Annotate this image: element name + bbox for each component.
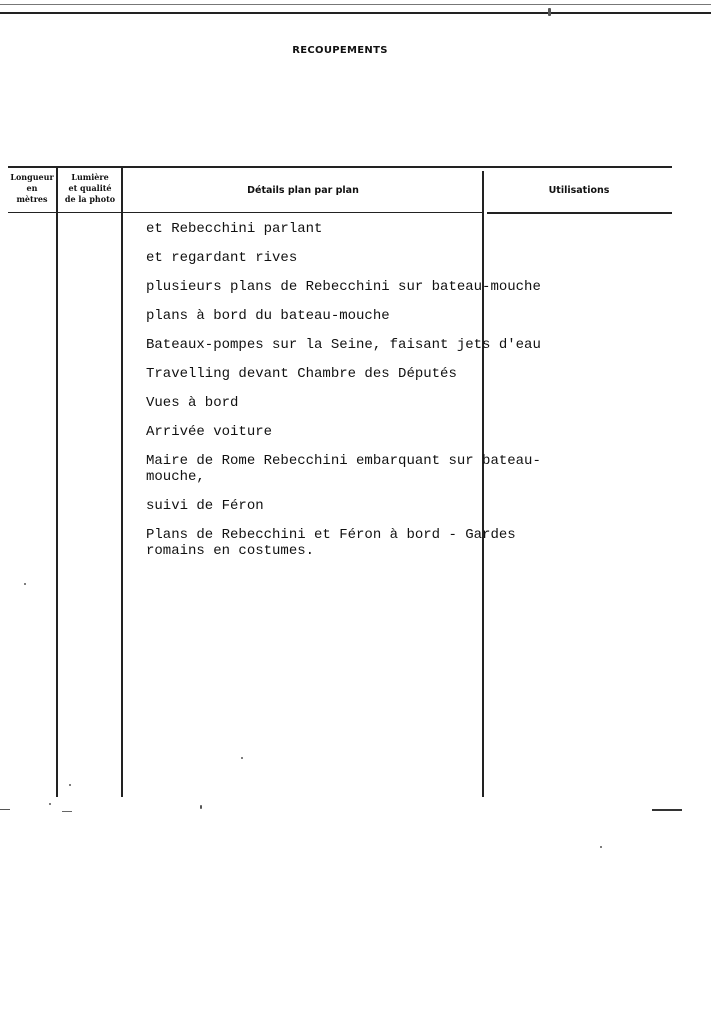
scan-mark-bottom-mid bbox=[62, 811, 72, 812]
scan-speck bbox=[24, 583, 26, 585]
column-header-usage: Utilisations bbox=[548, 185, 610, 196]
column-header-light-quality: Lumière et qualité de la photo bbox=[64, 172, 116, 204]
detail-entry: Maire de Rome Rebecchini embarquant sur bateau- mouche, bbox=[146, 453, 541, 485]
table-header-top-rule bbox=[8, 166, 672, 168]
detail-entry: Arrivée voiture bbox=[146, 424, 273, 440]
detail-entry: Vues à bord bbox=[146, 395, 239, 411]
table-header-bottom-rule-left bbox=[8, 212, 123, 213]
details-column-entries bbox=[146, 221, 606, 559]
detail-entry: plusieurs plans de Rebecchini sur bateau-mouche bbox=[146, 279, 541, 295]
column-divider-1 bbox=[56, 167, 58, 797]
scan-speck bbox=[69, 784, 71, 786]
detail-entry: et Rebecchini parlant bbox=[146, 221, 323, 237]
table-header-bottom-rule-usage bbox=[487, 212, 672, 214]
scan-speck bbox=[49, 803, 51, 805]
detail-entry: Plans de Rebecchini et Féron à bord - Gardes romains en costumes. bbox=[146, 527, 516, 559]
detail-entry: et regardant rives bbox=[146, 250, 298, 266]
scan-speck bbox=[600, 846, 602, 848]
column-divider-2 bbox=[121, 167, 123, 797]
scan-mark-bottom-left bbox=[0, 809, 10, 810]
column-header-details: Détails plan par plan bbox=[247, 185, 359, 196]
detail-entry: Travelling devant Chambre des Députés bbox=[146, 366, 457, 382]
scan-mark-bottom-right bbox=[652, 809, 682, 811]
detail-entry: Bateaux-pompes sur la Seine, faisant jets d'eau bbox=[146, 337, 541, 353]
page-title: RECOUPEMENTS bbox=[292, 45, 388, 56]
column-header-length: Longueur en mètres bbox=[10, 172, 54, 204]
table-header-bottom-rule-details bbox=[123, 212, 484, 213]
detail-entry: plans à bord du bateau-mouche bbox=[146, 308, 390, 324]
scan-speck bbox=[200, 805, 202, 809]
detail-entry: suivi de Féron bbox=[146, 498, 264, 514]
scan-speck bbox=[548, 8, 551, 16]
scan-speck bbox=[241, 757, 243, 759]
